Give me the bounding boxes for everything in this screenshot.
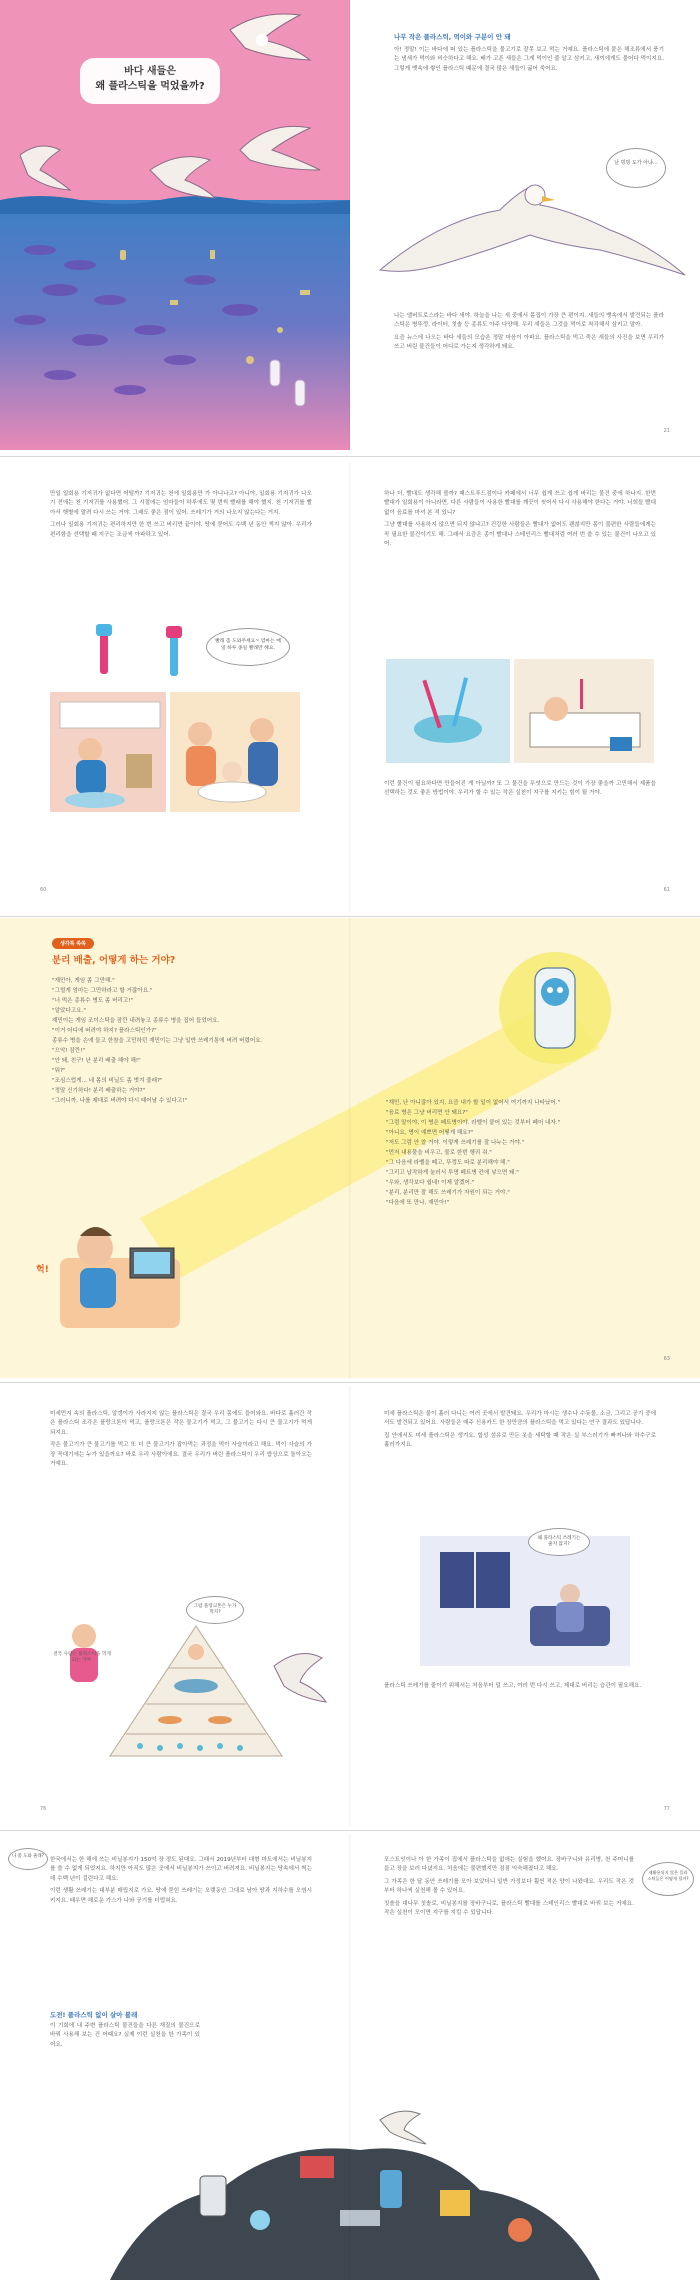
dialog-line: "안 돼, 친구! 난 분리 배출 해야 해!" bbox=[52, 1058, 141, 1064]
page-number: 21 bbox=[663, 428, 670, 434]
dialog-line: "다음에 또 만나, 재민아!" bbox=[386, 1200, 450, 1206]
gutter bbox=[349, 918, 351, 1378]
paragraph: 작은 물고기가 큰 물고기를 먹고 또 더 큰 물고기가 잡아먹는 과정을 먹이 사슬이라고 해요. 먹이 사슬의 가장 꼭대기에는 누가 있을까요? 바로 우리 사람이에요. 결국 우리가 버린 플라스틱이 우리 밥상으로 돌아오는 거예요. bbox=[50, 1442, 312, 1468]
paragraph: 만일 일회용 기저귀가 없다면 어떨까? 기저귀는 천에 일회용만 가 아니나고? 아니야, 일회용 기저귀가 나오기 전에는 천 기저귀를 사용했어. 그 시절에는 엄마들이 하루에도 몇 번씩 빨래를 해야 했지. 천 기저귀를 빨아서 햇볕에 말려 다시 쓰는 거야. 그래도 좋은 점이 있어. 쓰레기가 거의 나오지 않는다는 거지. bbox=[50, 491, 312, 516]
spread-5 bbox=[0, 1834, 700, 2280]
dialog-line: "음료 병은 그냥 버리면 안 돼요?" bbox=[386, 1110, 468, 1116]
dialog-line: "그럴게 엄마는 그만하라고 할 거잖아요." bbox=[52, 988, 153, 994]
section-heading: 분리 배출, 어떻게 하는 거야? bbox=[52, 955, 176, 966]
page-number: 76 bbox=[40, 1806, 47, 1812]
exclamation: 헉! bbox=[36, 1265, 49, 1275]
dialog-line: "이거 어디에 버려야 하지? 플라스틱인가?" bbox=[52, 1028, 157, 1034]
speech-bubble bbox=[606, 148, 666, 188]
dialog-line: "아니요, 병이 예쁘면 어떻게 해요?" bbox=[386, 1130, 474, 1136]
body-text bbox=[50, 1856, 312, 1909]
help-speech-text: 나 좀 도와 줄래? bbox=[12, 1854, 44, 1859]
gutter bbox=[349, 462, 351, 912]
body-text bbox=[384, 1682, 656, 1694]
paragraph: 그 가족은 한 달 동안 쓰레기를 모아 보았더니 일반 가정보다 훨씬 적은 양이 나왔대요. 우리도 작은 것부터 하나씩 실천해 볼 수 있어요. bbox=[384, 1878, 634, 1895]
garbage-heap-icon bbox=[110, 2148, 600, 2280]
page-60 bbox=[0, 462, 350, 912]
section-heading: 나무 작은 플라스틱, 먹이와 구분이 안 돼 bbox=[394, 33, 511, 41]
spread-2 bbox=[0, 462, 700, 912]
dialog-line: "그리고 납작하게 눌러서 투명 페트병 칸에 넣으면 돼." bbox=[386, 1170, 519, 1176]
straw-illustration bbox=[350, 659, 700, 769]
dialog-line: "정말 신기하다! 분리 배출하는 거야?" bbox=[52, 1088, 146, 1094]
paragraph: 아! 정말! 이는 바다에 떠 있는 플라스틱을 물고기로 잘못 보고 먹는 거예요. 플라스틱에 붙은 해조류에서 풍기는 냄새가 먹이와 비슷하다고 해요. 배가 고픈 새들은 그게 먹이인 줄 알고 삼키고, 새끼에게도 물어다 먹이지요. 그렇게 뱃속에 쌓인 플라스틱 때문에 결국 많은 새들이 굶어 죽어요. bbox=[394, 47, 664, 72]
pyramid-speech-bubble bbox=[186, 1596, 244, 1624]
help-speech-bubble bbox=[8, 1848, 48, 1870]
spread-divider bbox=[0, 1830, 700, 1831]
page-number: 63 bbox=[663, 1356, 670, 1362]
paragraph: 이런 생활 쓰레기는 대부분 매립지로 가요. 땅에 묻힌 쓰레기는 오랫동안 그대로 남아 땅과 지하수를 오염시키지요. 태우면 해로운 가스가 나와 공기를 더럽혀요. bbox=[50, 1888, 312, 1904]
dialog-line: "너 먹은 종류수 병도 좀 버리고!" bbox=[52, 998, 134, 1004]
body-text bbox=[50, 1410, 312, 1472]
dialog-line: 종류수 병을 손에 들고 한참을 고민하던 재민이는 그냥 일반 쓰레기통에 버려 버렸어요. bbox=[52, 1038, 263, 1044]
dialog-left bbox=[52, 976, 312, 1106]
page-number: 77 bbox=[663, 1806, 670, 1812]
spread-divider bbox=[0, 916, 700, 917]
body-text bbox=[394, 46, 664, 77]
pyramid-icon bbox=[110, 1626, 282, 1756]
paragraph: 이 기회에 내 주변 플라스틱 물건들을 다른 재질의 물건으로 바꿔 사용해 보는 건 어때요? 실제 이런 실천을 한 가족이 있어요. bbox=[50, 2023, 200, 2048]
gutter bbox=[349, 0, 351, 450]
room-speech-bubble bbox=[528, 1528, 590, 1556]
dialog-line: "알았다고요." bbox=[52, 1008, 86, 1014]
paragraph: 나는 앨버트로스라는 바다 새야. 하늘을 나는 새 중에서 몸집이 가장 큰 편이지. 새들의 뱃속에서 발견되는 플라스틱은 병뚜껑, 라이터, 칫솔 등 종류도 아주 다양해. 우리 새들은 그것을 먹이로 착각해서 삼키고 말아. bbox=[394, 313, 664, 329]
paragraph: 미세먼지 속의 플라스틱, 알갱이가 사라지지 않는 플라스틱은 결국 우리 몸에도 들어와요. 바다로 흘러간 작은 플라스틱 조각은 플랑크톤이 먹고, 플랑크톤은 작은 물고기가 먹고, 그 물고기는 다시 큰 물고기가 먹게 되지요. bbox=[50, 1411, 312, 1436]
paragraph: 한국에서는 한 해에 쓰는 비닐봉지가 150억 장 정도 된대요. 그래서 2019년부터 대형 마트에서는 비닐봉지를 쓸 수 없게 되었지요. 하지만 아직도 많은 곳에서 비닐봉지가 쓰이고 버려져요. 비닐봉지는 땅속에서 썩는 데 수백 년이 걸린다고 해요. bbox=[50, 1857, 312, 1882]
paragraph: 그냥 빨대를 사용하지 않으면 되지 않냐고? 건강한 사람들은 빨대가 없어도 괜찮지만 몸이 불편한 사람들에게는 꼭 필요한 물건이기도 해. 그래서 요즘은 종이 빨대나 스테인리스 빨대처럼 여러 번 쓸 수 있는 물건이 나오고 있어. bbox=[384, 522, 656, 548]
subheading: 도전! 플라스틱 없이 살아 볼래 bbox=[50, 2011, 138, 2019]
dialog-line: 재민이는 게임 조이스틱을 잠깐 내려놓고 종류수 병을 집어 들었어요. bbox=[52, 1018, 220, 1024]
spread-3 bbox=[0, 918, 700, 1378]
pyramid-note-text: 결국 사람은 플라스틱을 먹게 되는 거야. bbox=[53, 1652, 111, 1663]
bottle-character-icon bbox=[499, 952, 611, 1064]
dialog-right bbox=[386, 1098, 656, 1208]
toothbrush-character-icon bbox=[96, 624, 182, 676]
paragraph: 집 안에서도 미세 플라스틱은 생겨요. 합성 섬유로 만든 옷을 세탁할 때 작은 실 부스러기가 빠져나와 하수구로 흘러가지요. bbox=[384, 1432, 656, 1449]
paragraph: 포스트잇이나 아 한 가족이 집에서 플라스틱을 없애는 실험을 했어요. 장바구니와 유리병, 천 주머니를 들고 장을 보러 다녔지요. 처음에는 불편했지만 점점 익숙해졌다고 해요. bbox=[384, 1857, 634, 1873]
dialog-line: "뭐?" bbox=[52, 1068, 66, 1074]
dialog-line: "분리, 분리만 잘 해도 쓰레기가 자원이 되는 거야." bbox=[386, 1190, 510, 1196]
dialog-line: "재민, 난 아니잖아 있지, 요즘 내가 할 일이 없어서 여기까지 나타났어." bbox=[386, 1100, 561, 1106]
pyramid-speech-text: 그럼 플랑크톤은 누가 먹지? bbox=[193, 1604, 237, 1615]
spread-1 bbox=[0, 0, 700, 450]
paragraph: 플라스틱 쓰레기를 줄이기 위해서는 처음부터 덜 쓰고, 여러 번 다시 쓰고, 제대로 버리는 습관이 필요해요. bbox=[384, 1683, 642, 1689]
window-icon bbox=[440, 1552, 510, 1608]
dialog-line: "저도 그럼 안 쓸 거야. 이렇게 쓰레기를 잘 나누는 거야." bbox=[386, 1140, 525, 1146]
paragraph: 칫솔을 대나무 칫솔로, 비닐봉지를 장바구니로, 플라스틱 빨대를 스테인리스 빨대로 바꿔 보는 거예요. 작은 실천이 모이면 지구를 지킬 수 있답니다. bbox=[384, 1900, 634, 1917]
question-speech-text: 재활용되지 않은 플라스틱들은 어떻게 될까? bbox=[647, 1870, 689, 1881]
question-speech-bubble bbox=[642, 1862, 694, 1896]
body-text bbox=[50, 490, 312, 543]
page-seabirds-illustration bbox=[0, 0, 350, 450]
dialog-line: "그러니까, 나를 제대로 버려야 다시 태어날 수 있다고!" bbox=[52, 1098, 188, 1104]
section-tag-text: 생각톡 쏙쏙 bbox=[60, 941, 86, 947]
laundry-illustration bbox=[0, 622, 350, 862]
body-text bbox=[50, 2022, 200, 2053]
page-number: 60 bbox=[40, 887, 47, 893]
dialog-line: "재민아, 게임 좀 그만해." bbox=[52, 978, 115, 984]
night-room-illustration bbox=[350, 1536, 700, 1676]
body-text bbox=[384, 1856, 634, 1921]
dialog-line: "그 다음에 라벨을 떼고, 뚜껑도 따로 분리해야 해." bbox=[386, 1160, 510, 1166]
spread-divider bbox=[0, 1382, 700, 1383]
dialog-line: "조심스럽게... 네 몸의 비닐도 좀 벗겨 줄래?" bbox=[52, 1078, 163, 1084]
spread-4 bbox=[0, 1386, 700, 1826]
dialog-line: "우와, 생각보다 쉽네! 이제 알겠어." bbox=[386, 1180, 475, 1186]
body-text bbox=[384, 1410, 656, 1454]
paragraph: 하나 더, 빨대도 생각해 볼까? 패스트푸드점이나 카페에서 너무 쉽게 쓰고 쉽게 버리는 물건 중에 하나지. 한번 빨대가 일회용이 아니라면, 다른 사람들이 사용한 빨대를 깨끗이 씻어서 다시 사용해야 한다는 거야. 너희들 빨대 없이 음료를 마셔 본 적 있니? bbox=[384, 491, 656, 516]
gutter bbox=[349, 1386, 351, 1826]
page-21 bbox=[350, 0, 700, 450]
paragraph: 이런 물건이 필요하다면 만들어진 게 아닐까? 또 그 물건을 무엇으로 만드는 것이 가장 좋을까 고민해서 제품을 선택하는 것도 좋은 방법이야. 우리가 할 수 있는 작은 실천이 지구를 지키는 힘이 될 거야. bbox=[384, 781, 656, 797]
page-number: 61 bbox=[663, 887, 670, 893]
dialog-line: "그럼 말이야, 이 병은 페트병이야. 라벨이 붙어 있는 것부터 떼어 내자." bbox=[386, 1120, 561, 1126]
page-77 bbox=[350, 1386, 700, 1826]
food-chain-pyramid-illustration bbox=[0, 1586, 350, 1786]
paragraph: 요즘 뉴스에 나오는 바다 새들의 모습은 정말 마음이 아파요. 플라스틱을 먹고 죽은 새들의 사진을 보면 우리가 쓰고 버린 물건들이 어디로 가는지 생각하게 돼요. bbox=[394, 334, 664, 351]
page-76 bbox=[0, 1386, 350, 1826]
body-text bbox=[394, 312, 664, 356]
chapter-title-line-2: 왜 플라스틱을 먹었을까? bbox=[95, 81, 205, 92]
body-text bbox=[384, 780, 656, 802]
section-tag bbox=[52, 938, 94, 949]
speech-bubble-text: 난 빙빙 도가 아냐… bbox=[614, 160, 658, 166]
page-61 bbox=[350, 462, 700, 912]
dialog-line: "먼저 내용물을 비우고, 물로 한번 헹궈 줘." bbox=[386, 1150, 492, 1156]
gutter bbox=[349, 1834, 351, 2280]
paragraph: 미세 플라스틱은 물이 흘러 다니는 여러 곳에서 발견돼요. 우리가 마시는 생수나 수돗물, 소금, 그리고 공기 중에서도 발견되고 있어요. 사람들은 매주 신용카드 한 장만큼의 플라스틱을 먹고 있다는 연구 결과도 있답니다. bbox=[384, 1411, 656, 1427]
paragraph: 그러나 일회용 기저귀는 편리하지만 한 번 쓰고 버리면 끝이야. 땅에 묻어도 수백 년 동안 썩지 않아. 우리가 편리함을 선택할 때 지구는 조금씩 아파하고 있어. bbox=[50, 522, 312, 538]
bird-character-icon bbox=[274, 1654, 326, 1703]
pyramid-note bbox=[52, 1652, 112, 1664]
room-speech-text: 왜 플라스틱 쓰레기는 줄지 않지? bbox=[537, 1536, 581, 1547]
chapter-title bbox=[80, 64, 220, 94]
seagull-icon bbox=[380, 2111, 426, 2144]
chapter-title-line-1: 바다 새들은 bbox=[124, 66, 176, 77]
dialog-line: "으악! 잠깐!" bbox=[52, 1048, 86, 1054]
spread-divider bbox=[0, 456, 700, 457]
body-text bbox=[384, 490, 656, 552]
character-speech-text: 빨래 좀 도와주세요~ 엄마는 매일 하루 종일 빨래만 해요. bbox=[215, 639, 281, 651]
